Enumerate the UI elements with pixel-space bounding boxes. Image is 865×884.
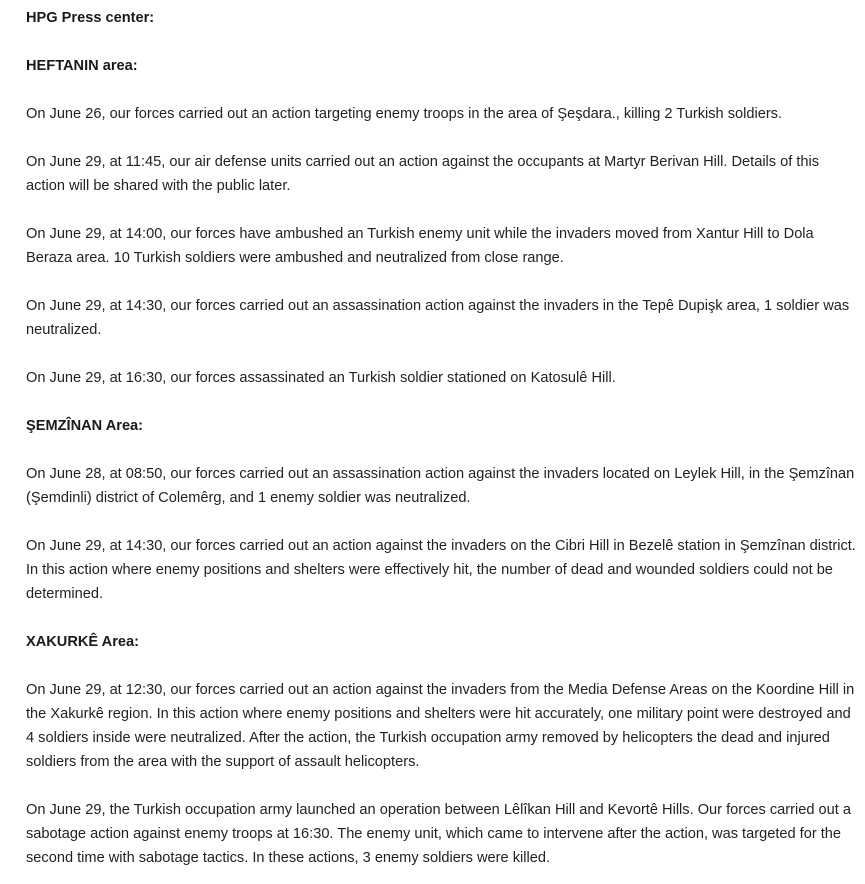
paragraph: On June 29, at 12:30, our forces carried out an action against the invaders from the Media Defense Areas on the Koordine Hill in the Xakurkê region. In this action where enemy positions and shelters were hit accurately, one military point were destroyed and 4 soldiers inside were neutralized. After the action, the Turkish occupation army removed by helicopters the dead and injured soldiers from the area with the support of assault helicopters. bbox=[26, 682, 855, 770]
paragraph: On June 29, at 11:45, our air defense units carried out an action against the occupants at Martyr Berivan Hill. Details of this action will be shared with the public later. bbox=[26, 154, 820, 194]
paragraph: On June 29, at 14:00, our forces have ambushed an Turkish enemy unit while the invaders moved from Xantur Hill to Dola Beraza area. 10 Turkish soldiers were ambushed and neutralized from close range. bbox=[26, 226, 814, 266]
section-heading-xakurke: XAKURKÊ Area: bbox=[26, 634, 139, 650]
section-heading-heftanin: HEFTANIN area: bbox=[26, 58, 138, 74]
paragraph: On June 26, our forces carried out an action targeting enemy troops in the area of Şeşdara., killing 2 Turkish soldiers. bbox=[26, 106, 783, 122]
paragraph: On June 29, the Turkish occupation army launched an operation between Lêlîkan Hill and Kevortê Hills. Our forces carried out a sabotage action against enemy troops at 16:30. The enemy unit, which came to intervene after the action, was targeted for the second time with sabotage tactics. In these actions, 3 enemy soldiers were killed. bbox=[26, 802, 852, 866]
press-center-label: HPG Press center: bbox=[26, 10, 155, 26]
paragraph: On June 29, at 14:30, our forces carried out an assassination action against the invaders in the Tepê Dupişk area, 1 soldier was neutralized. bbox=[26, 298, 850, 338]
paragraph: On June 29, at 14:30, our forces carried out an action against the invaders on the Cibri Hill in Bezelê station in Şemzînan district. In this action where enemy positions and shelters were effectively hit, the number of dead and wounded soldiers could not be determined. bbox=[26, 538, 856, 602]
section-heading-semzinan: ŞEMZÎNAN Area: bbox=[26, 418, 144, 434]
paragraph: On June 29, at 16:30, our forces assassinated an Turkish soldier stationed on Katosulê Hill. bbox=[26, 370, 616, 386]
paragraph: On June 28, at 08:50, our forces carried out an assassination action against the invaders located on Leylek Hill, in the Şemzînan (Şemdinli) district of Colemêrg, and 1 enemy soldier was neutralized. bbox=[26, 466, 855, 506]
